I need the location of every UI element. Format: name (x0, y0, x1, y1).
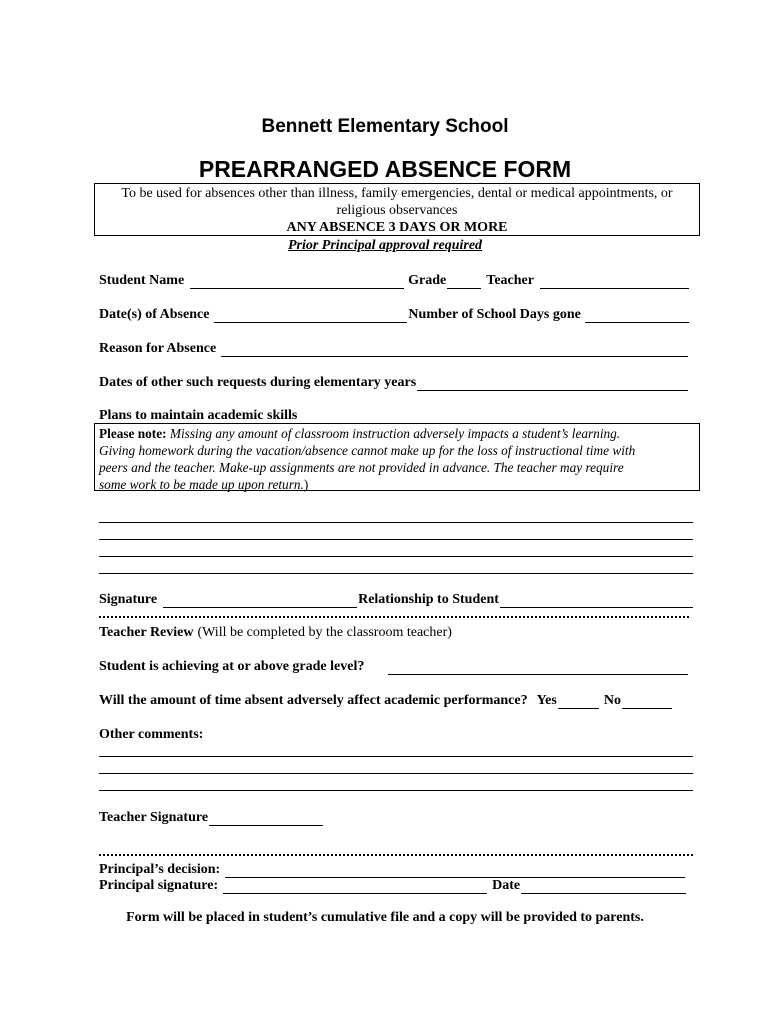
intro-line-1: To be used for absences other than illness, family emergencies, dental or medical appointments, or (121, 186, 673, 201)
other-requests-row (99, 373, 699, 391)
note-line-1: Missing any amount of classroom instruction adversely impacts a student’s learning. (169, 426, 621, 441)
plans-line-2[interactable] (99, 539, 693, 540)
principal-divider (99, 854, 693, 856)
reason-field[interactable] (221, 342, 688, 357)
note-close-paren: ) (303, 477, 309, 492)
footer-note: Form will be placed in student’s cumulative file and a copy will be provided to parents. (126, 910, 644, 925)
teacher-signature-label: Teacher Signature (99, 810, 209, 825)
plans-line-3[interactable] (99, 556, 693, 557)
student-name-field[interactable] (190, 274, 404, 289)
note-box (94, 423, 700, 491)
absence-dates-row (99, 305, 699, 323)
achieving-label: Student is achieving at or above grade level? (99, 659, 365, 674)
note-label: Please note: (99, 426, 167, 441)
student-name-label: Student Name (99, 273, 185, 288)
affect-row (99, 691, 699, 709)
note-line-4: some work to be made up upon return. (99, 477, 304, 492)
intro-line-2: religious observances (336, 203, 458, 218)
reason-label: Reason for Absence (99, 341, 217, 356)
principal-date-field[interactable] (521, 879, 686, 894)
comments-line-3[interactable] (99, 790, 693, 791)
section-divider (99, 616, 689, 618)
form-title: PREARRANGED ABSENCE FORM (198, 156, 572, 182)
teacher-review-row (99, 623, 699, 641)
teacher-signature-field[interactable] (209, 811, 323, 826)
plans-label: Plans to maintain academic skills (99, 408, 298, 423)
principal-date-label: Date (492, 878, 521, 893)
reason-row (99, 339, 699, 357)
principal-signature-label: Principal signature: (99, 878, 219, 893)
approval-note: Prior Principal approval required (287, 238, 483, 253)
teacher-signature-row (99, 808, 699, 826)
principal-decision-label: Principal’s decision: (99, 862, 221, 877)
plans-row (99, 406, 699, 424)
principal-signature-row (99, 876, 699, 894)
teacher-label: Teacher (486, 273, 534, 288)
teacher-field[interactable] (540, 274, 689, 289)
note-line-2: Giving homework during the vacation/absence cannot make up for the loss of instructional time with (99, 443, 636, 458)
other-requests-label: Dates of other such requests during elementary years (99, 375, 417, 390)
principal-signature-field[interactable] (223, 879, 487, 894)
comments-line-1[interactable] (99, 756, 693, 757)
student-info-row (99, 271, 699, 289)
relationship-label: Relationship to Student (358, 592, 499, 607)
affect-label: Will the amount of time absent adversely affect academic performance? (99, 693, 528, 708)
relationship-field[interactable] (500, 593, 693, 608)
comments-row (99, 725, 699, 743)
school-name: Bennett Elementary School (261, 116, 509, 137)
signature-row (99, 590, 699, 608)
dates-of-absence-label: Date(s) of Absence (99, 307, 210, 322)
comments-line-2[interactable] (99, 773, 693, 774)
signature-field[interactable] (163, 593, 357, 608)
intro-line-3: ANY ABSENCE 3 DAYS OR MORE (286, 220, 508, 235)
intro-box (94, 183, 700, 236)
school-days-label: Number of School Days gone (408, 307, 581, 322)
plans-line-4[interactable] (99, 573, 693, 574)
plans-line-1[interactable] (99, 522, 693, 523)
note-line-3: peers and the teacher. Make-up assignments are not provided in advance. The teacher may require (99, 460, 624, 475)
no-field[interactable] (622, 694, 672, 709)
yes-label: Yes (536, 693, 557, 708)
yes-field[interactable] (558, 694, 599, 709)
signature-label: Signature (99, 592, 158, 607)
achieving-field[interactable] (388, 660, 688, 675)
grade-label: Grade (408, 273, 447, 288)
school-days-field[interactable] (585, 308, 689, 323)
comments-label: Other comments: (99, 727, 204, 742)
achieving-row (99, 657, 699, 675)
other-requests-field[interactable] (417, 376, 688, 391)
teacher-review-subtitle: (Will be completed by the classroom teacher) (197, 625, 452, 640)
grade-field[interactable] (447, 274, 481, 289)
teacher-review-title: Teacher Review (99, 625, 194, 640)
dates-of-absence-field[interactable] (214, 308, 407, 323)
no-label: No (603, 693, 621, 708)
